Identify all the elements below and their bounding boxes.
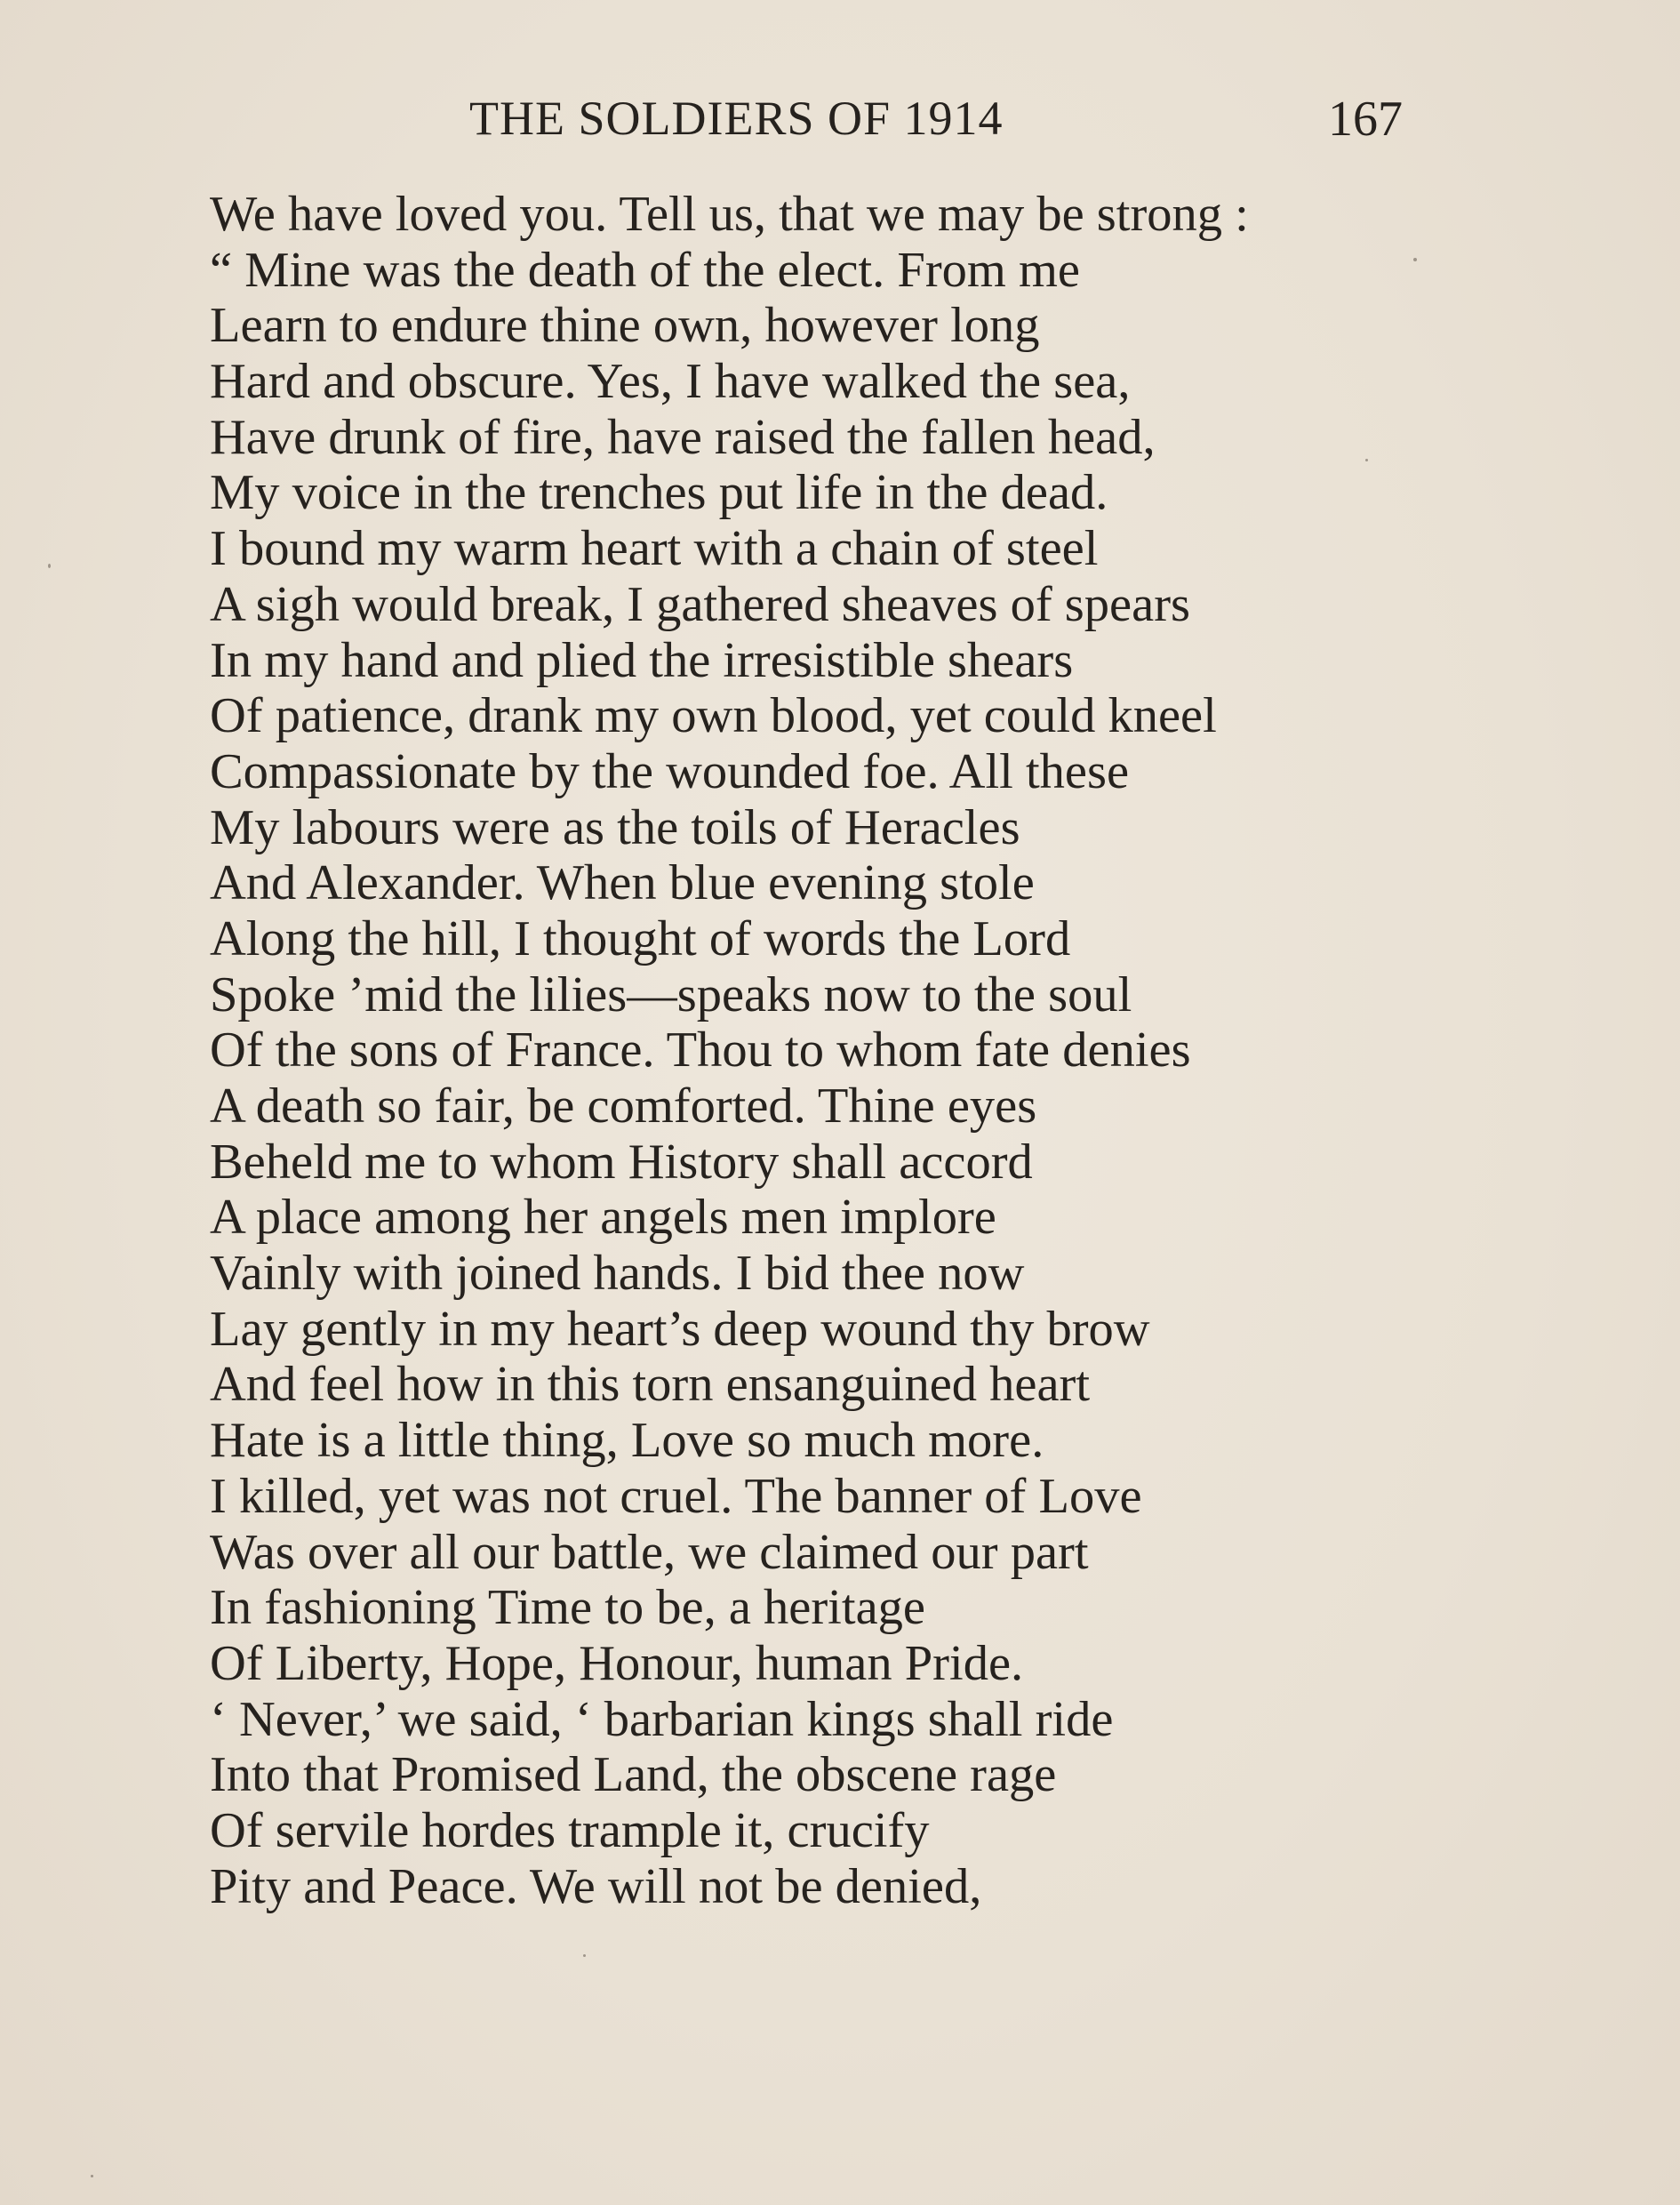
poem-line: Of the sons of France. Thou to whom fate denies (210, 1022, 1191, 1078)
paper-speck (583, 1954, 586, 1957)
paper-speck (48, 564, 51, 568)
paper-speck (91, 2175, 93, 2177)
poem-line: A place among her angels men implore (210, 1190, 996, 1246)
poem-line: ‘ Never,’ we said, ‘ barbarian kings shall ride (210, 1691, 1114, 1747)
poem-line: Lay gently in my heart’s deep wound thy brow (210, 1301, 1150, 1357)
poem-line: We have loved you. Tell us, that we may be strong : (210, 187, 1249, 242)
poem-text (210, 187, 1472, 1914)
poem-line: Of servile hordes trample it, crucify (210, 1802, 930, 1858)
poem-line: Of Liberty, Hope, Honour, human Pride. (210, 1635, 1024, 1691)
page-number: 167 (1328, 92, 1403, 147)
poem-line: Into that Promised Land, the obscene rage (210, 1747, 1057, 1803)
poem-line: Along the hill, I thought of words the Lord (210, 910, 1071, 966)
poem-line: Of patience, drank my own blood, yet could kneel (210, 688, 1217, 744)
poem-line: My voice in the trenches put life in the dead. (210, 465, 1108, 521)
poem-line: A sigh would break, I gathered sheaves of spears (210, 576, 1190, 632)
poem-line: Pity and Peace. We will not be denied, (210, 1858, 982, 1914)
poem-line: In my hand and plied the irresistible shears (210, 632, 1074, 688)
poem-line: In fashioning Time to be, a heritage (210, 1580, 925, 1636)
poem-line: Hard and obscure. Yes, I have walked the sea, (210, 354, 1131, 410)
poem-line: And Alexander. When blue evening stole (210, 855, 1035, 911)
poem-line: “ Mine was the death of the elect. From me (210, 242, 1081, 298)
poem-line: I bound my warm heart with a chain of steel (210, 521, 1099, 577)
poem-line: My labours were as the toils of Heracles (210, 799, 1020, 855)
poem-line: And feel how in this torn ensanguined heart (210, 1357, 1091, 1413)
paper-speck (1365, 459, 1368, 461)
running-title: THE SOLDIERS OF 1914 (469, 92, 1004, 145)
poem-line: Learn to endure thine own, however long (210, 298, 1040, 354)
poem-line: Spoke ’mid the lilies—speaks now to the soul (210, 966, 1132, 1022)
poem-line: Compassionate by the wounded foe. All these (210, 743, 1130, 799)
running-head (0, 91, 1680, 153)
poem-line: Have drunk of fire, have raised the fallen head, (210, 409, 1156, 465)
poem-line: Beheld me to whom History shall accord (210, 1134, 1033, 1190)
poem-line: Vainly with joined hands. I bid thee now (210, 1246, 1025, 1302)
poem-line: Was over all our battle, we claimed our part (210, 1524, 1089, 1580)
poem-line: I killed, yet was not cruel. The banner of Love (210, 1468, 1142, 1524)
poem-line: A death so fair, be comforted. Thine eyes (210, 1078, 1037, 1134)
poem-line: Hate is a little thing, Love so much more. (210, 1413, 1044, 1469)
paper-speck (1413, 258, 1417, 261)
